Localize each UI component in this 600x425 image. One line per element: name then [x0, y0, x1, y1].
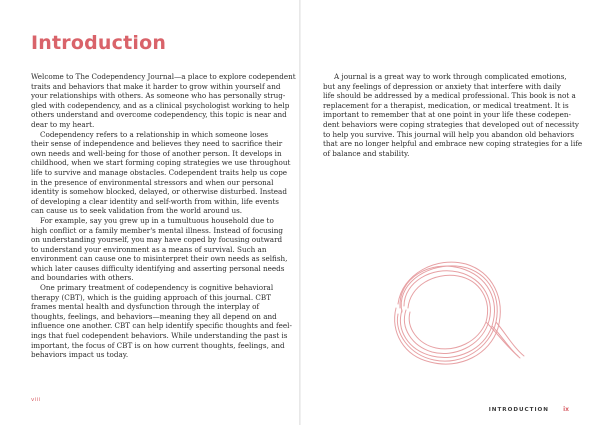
text-line: For example, say you grew up in a tumultuous household due to [40, 215, 274, 225]
text-line: One primary treatment of codependency is cognitive behavioral [40, 283, 274, 293]
text-line: dent behaviors were coping strategies that developed out of necessity [323, 119, 579, 129]
right-page-number: ix [563, 406, 569, 413]
text-line: influence one another. CBT can help identify specific thoughts and feel- [31, 321, 292, 331]
text-line: can cause us to seek validation from the world around us. [31, 206, 243, 216]
text-line: to understand your environment as a means of survival. Such an [31, 244, 267, 254]
text-line: frames mental health and dysfunction through the interplay of [31, 302, 260, 312]
text-line: important to remember that at one point in your life these codepen- [323, 110, 571, 120]
text-line: Welcome to The Codependency Journal—a place to explore codependent [31, 72, 296, 81]
chapter-title: Introduction [31, 32, 167, 54]
paragraph-welcome [31, 72, 296, 130]
text-line: on understanding yourself, you may have coped by focusing outward [31, 235, 283, 245]
paragraph-example [31, 215, 288, 283]
swirl-tail [492, 326, 520, 358]
text-line: which later causes difficulty identifying and asserting personal needs [31, 263, 285, 273]
text-line: your relationships with others. As someone who has personally strug- [31, 91, 286, 101]
text-line: Codependency refers to a relationship in which someone loses [40, 129, 269, 139]
text-line: A journal is a great way to work through complicated emotions, [334, 72, 567, 81]
text-line: life should be addressed by a medical professional. This book is not a [323, 91, 576, 101]
text-line: high conflict or a family member's mental illness. Instead of focusing [31, 225, 283, 235]
running-head: INTRODUCTION [488, 407, 549, 413]
swirl-stroke [404, 271, 490, 354]
text-line: in the presence of environmental stressors and when our personal [31, 177, 274, 187]
text-line: others understand and overcome codependency, this topic is near and [31, 110, 287, 120]
text-line: environment can cause one to misinterpret their own needs as selfish, [31, 254, 288, 264]
right-page-footer [489, 396, 569, 415]
text-line: own needs and well-being for those of another person. It develops in [31, 148, 282, 158]
text-line: replacement for a therapist, medication, or medical treatment. It is [323, 100, 569, 110]
text-line: traits and behaviors that make it harder to grow within yourself and [31, 81, 281, 91]
text-line: but any feelings of depression or anxiety that interfere with daily [323, 81, 561, 91]
text-line: ings that fuel codependent behaviors. While understanding the past is [31, 331, 288, 341]
text-line: of developing a clear identity and self-worth from within, life events [31, 196, 279, 206]
text-line: and boundaries with others. [31, 273, 134, 283]
swirl-stroke [400, 266, 495, 357]
page-gutter [299, 0, 301, 425]
text-line: childhood, when we start forming coping strategies we use throughout [31, 158, 291, 168]
text-line: their sense of independence and believes they need to sacrifice their [31, 139, 283, 149]
text-line: behaviors impact us today. [31, 350, 129, 360]
text-line: important, the focus of CBT is on how current thoughts, feelings, and [31, 340, 285, 350]
text-line: thoughts, feelings, and behaviors—meaning they all depend on and [31, 311, 277, 321]
right-page-body [323, 72, 583, 158]
swirl-stroke [408, 275, 488, 349]
text-line: identity is somehow blocked, delayed, or otherwise disturbed. Instead [31, 187, 287, 197]
text-line: of balance and stability. [323, 148, 410, 158]
text-line: therapy (CBT), which is the guiding approach of this journal. CBT [31, 292, 271, 302]
text-line: to help you survive. This journal will help you abandon old behaviors [323, 129, 575, 139]
left-page-body [31, 72, 296, 360]
text-line: dear to my heart. [31, 119, 95, 129]
text-line: gled with codependency, and as a clinical psychologist working to help [31, 100, 290, 110]
text-line: that are no longer helpful and embrace new coping strategies for a life [323, 139, 583, 149]
paragraph-cbt [31, 283, 292, 360]
text-line: life to survive and manage obstacles. Codependent traits help us cope [31, 167, 288, 177]
swirl-tail [496, 322, 524, 356]
left-page-number: viii [31, 397, 41, 403]
paragraph-journal [323, 72, 583, 158]
decorative-swirl-illustration [360, 238, 530, 378]
paragraph-definition [31, 129, 291, 216]
